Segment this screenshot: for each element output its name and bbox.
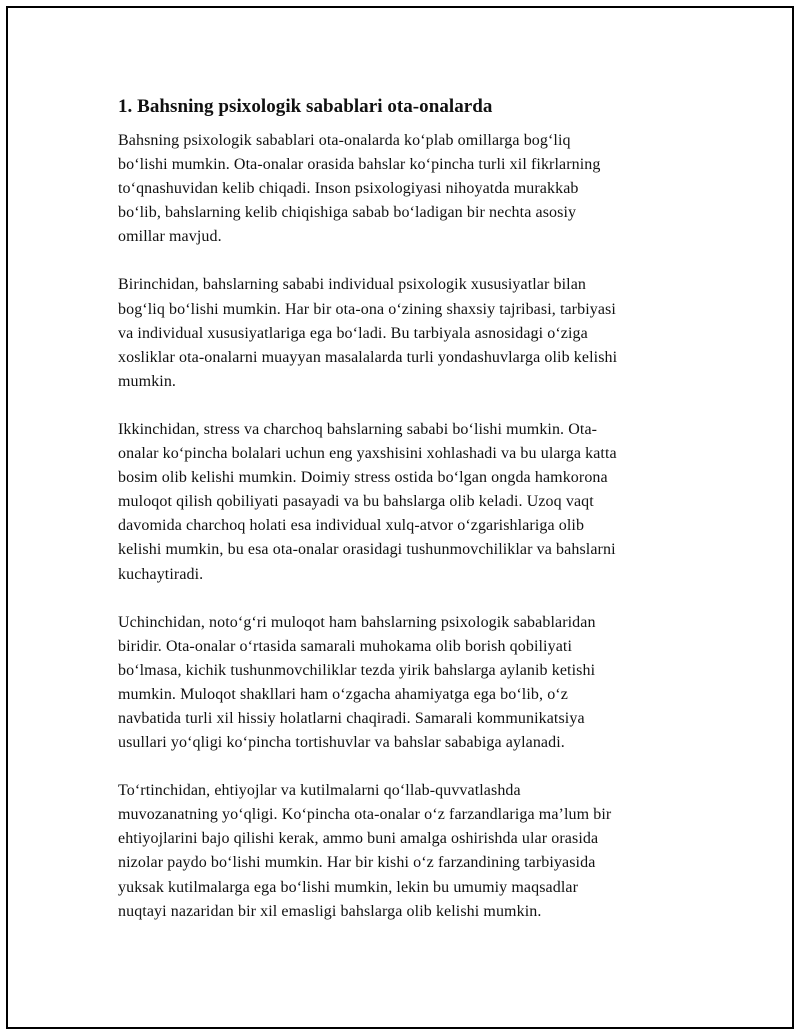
paragraph-line: bo‘lmasa, kichik tushunmovchiliklar tezda yirik bahslarga aylanib ketishi [118,661,596,679]
paragraph-line: nizolar paydo bo‘lishi mumkin. Har bir kishi o‘z farzandining tarbiyasida [118,854,596,872]
paragraph-line: kelishi mumkin, bu esa ota-onalar orasidagi tushunmovchiliklar va bahslarni [118,541,616,559]
paragraph-line: omillar mavjud. [118,228,222,246]
paragraph-line: navbatida turli xil hissiy holatlarni chaqiradi. Samarali kommunikatsiya [118,709,585,727]
paragraph-line: kuchaytiradi. [118,565,204,583]
paragraph-line: muloqot qilish qobiliyati pasayadi va bu bahslarga olib keladi. Uzoq vaqt [118,493,594,511]
paragraph-line: va individual xususiyatlariga ega bo‘ladi. Bu tarbiyala asnosidagi o‘ziga [118,324,588,342]
paragraph [118,611,688,756]
paragraph-list [118,129,688,924]
paragraph-line: bog‘liq bo‘lishi mumkin. Har bir ota-ona o‘zining shaxsiy tajribasi, tarbiyasi [118,300,616,318]
paragraph-line: muvozanatning yo‘qligi. Ko‘pincha ota-onalar o‘z farzandlariga ma’lum bir [118,806,612,824]
paragraph-line: davomida charchoq holati esa individual xulq-atvor o‘zgarishlariga olib [118,517,585,535]
paragraph-line: to‘qnashuvidan kelib chiqadi. Inson psixologiyasi nihoyatda murakkab [118,180,579,198]
paragraph-line: Bahsning psixologik sabablari ota-onalarda ko‘plab omillarga bog‘liq [118,132,571,149]
paragraph-line: mumkin. [118,372,177,390]
paragraph-line: onalar ko‘pincha bolalari uchun eng yaxshisini xohlashadi va bu ularga katta [118,445,617,463]
paragraph-line: ehtiyojlarini bajo qilishi kerak, ammo buni amalga oshirishda ular orasida [118,830,599,848]
paragraph-line: To‘rtinchidan, ehtiyojlar va kutilmalarni qo‘llab-quvvatlashda [118,782,521,800]
paragraph [118,779,688,924]
document-body [118,94,688,948]
paragraph-line: bo‘lishi mumkin. Ota-onalar orasida bahslar ko‘pincha turli xil fikrlarning [118,156,601,174]
section-heading: 1. Bahsning psixologik sabablari ota-onalarda [118,96,493,117]
paragraph-line: xosliklar ota-onalarni muayyan masalalarda turli yondashuvlarga olib kelishi [118,348,618,366]
paragraph-line: Birinchidan, bahslarning sababi individual psixologik xususiyatlar bilan [118,276,587,294]
paragraph [118,273,688,393]
paragraph [118,418,688,587]
paragraph [118,129,688,249]
paragraph-line: usullari yo‘qligi ko‘pincha tortishuvlar va bahslar sababiga aylanadi. [118,734,565,752]
paragraph-line: yuksak kutilmalarga ega bo‘lishi mumkin, lekin bu umumiy maqsadlar [118,878,579,896]
paragraph-line: biridir. Ota-onalar o‘rtasida samarali muhokama olib borish qobiliyati [118,637,572,655]
paragraph-line: Uchinchidan, noto‘g‘ri muloqot ham bahslarning psixologik sabablaridan [118,613,596,631]
paragraph-line: bosim olib kelishi mumkin. Doimiy stress ostida bo‘lgan ongda hamkorona [118,469,608,487]
paragraph-line: nuqtayi nazaridan bir xil emasligi bahslarga olib kelishi mumkin. [118,902,542,920]
paragraph-line: bo‘lib, bahslarning kelib chiqishiga sabab bo‘ladigan bir nechta asosiy [118,204,577,222]
paragraph-line: mumkin. Muloqot shakllari ham o‘zgacha ahamiyatga ega bo‘lib, o‘z [118,685,568,703]
paragraph-line: Ikkinchidan, stress va charchoq bahslarning sababi bo‘lishi mumkin. Ota- [118,420,598,438]
